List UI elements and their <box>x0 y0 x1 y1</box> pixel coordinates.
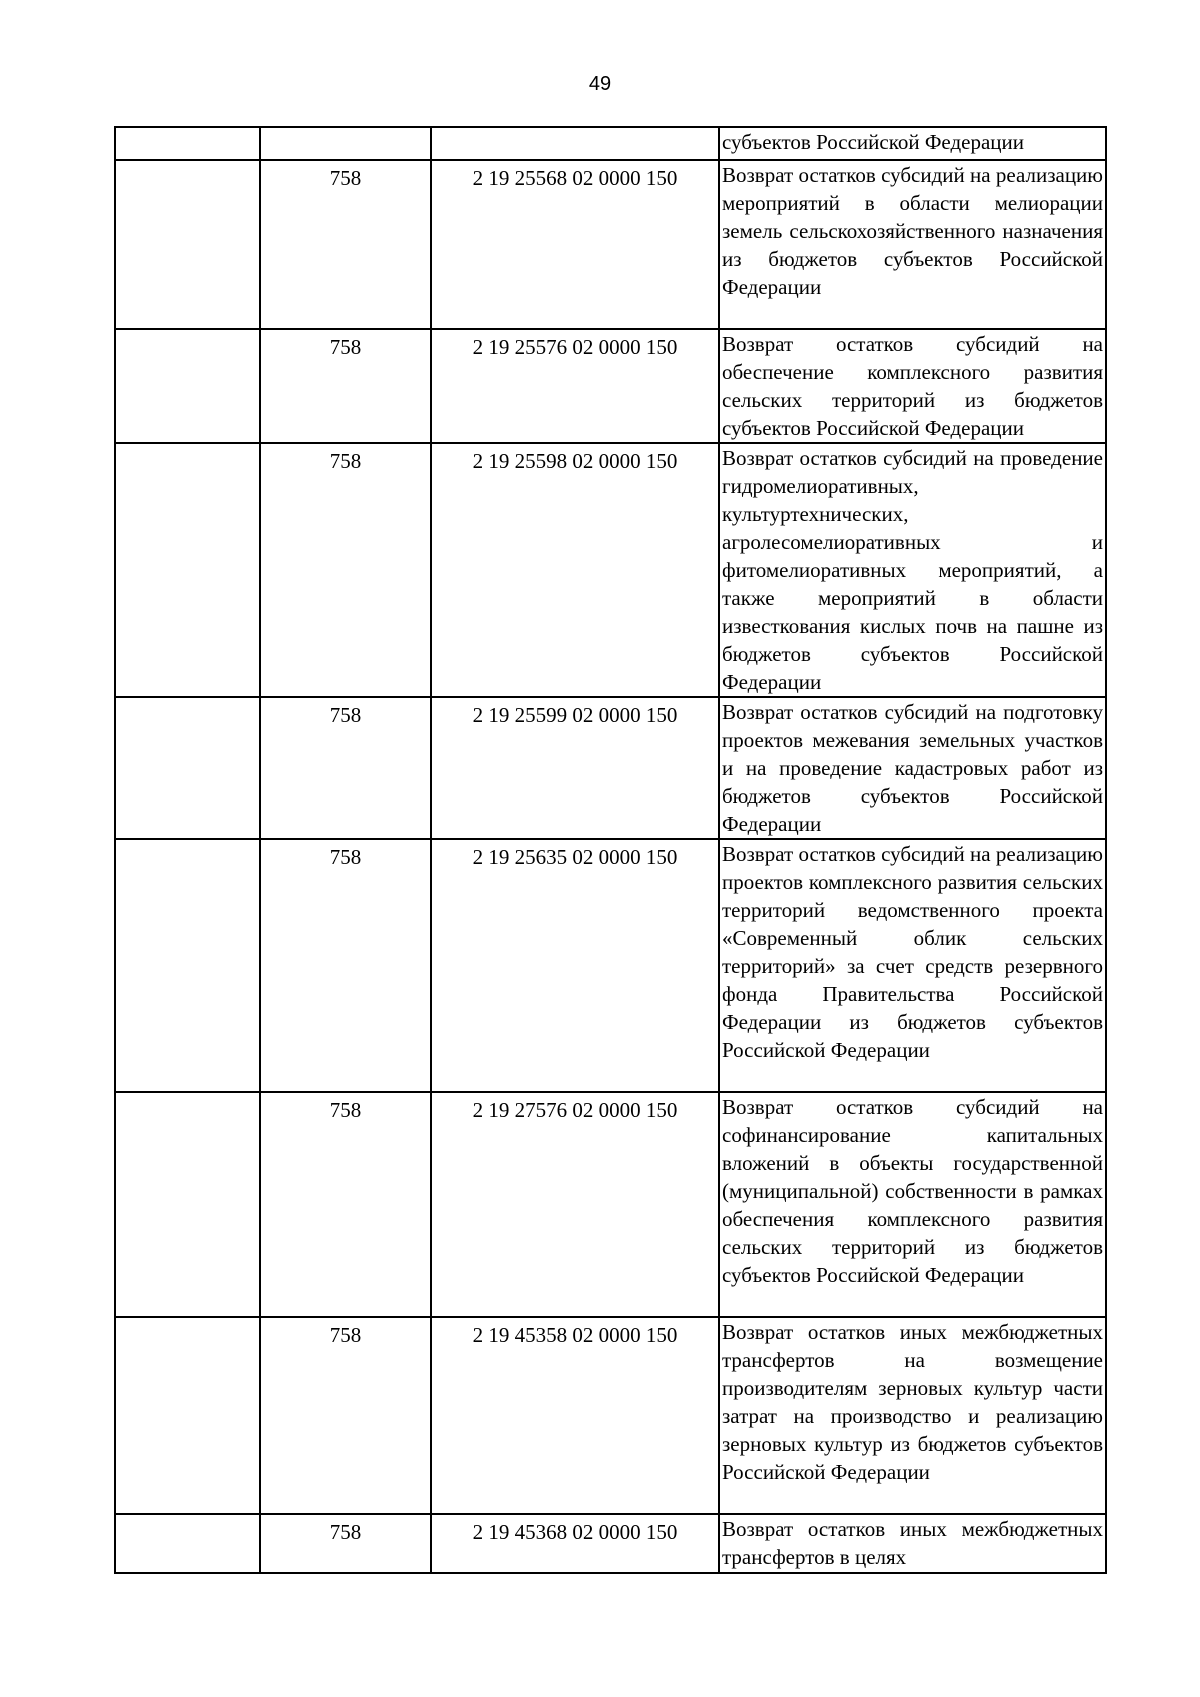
budget-codes-table <box>114 126 1107 1574</box>
empty-cell <box>115 697 260 839</box>
description-cell: субъектов Российской Федерации <box>719 127 1106 160</box>
table-row <box>115 329 1106 443</box>
table-row <box>115 443 1106 697</box>
budget-code-cell: 2 19 25598 02 0000 150 <box>431 443 719 697</box>
admin-code-cell: 758 <box>260 160 431 329</box>
description-cell: Возврат остатков субсидий на подготовку проектов межевания земельных участков и на проведение кадастровых работ из бюджетов субъектов Российской Федерации <box>719 697 1106 839</box>
budget-code-cell: 2 19 25635 02 0000 150 <box>431 839 719 1092</box>
budget-code-cell: 2 19 25576 02 0000 150 <box>431 329 719 443</box>
admin-code-cell: 758 <box>260 1317 431 1514</box>
budget-code-cell: 2 19 27576 02 0000 150 <box>431 1092 719 1317</box>
table-row <box>115 127 1106 160</box>
budget-code-cell <box>431 127 719 160</box>
admin-code-cell: 758 <box>260 697 431 839</box>
budget-code-cell: 2 19 25568 02 0000 150 <box>431 160 719 329</box>
description-cell: Возврат остатков субсидий на реализацию мероприятий в области мелиорации земель сельскохозяйственного назначения из бюджетов субъектов Российской Федерации <box>719 160 1106 329</box>
description-cell: Возврат остатков субсидий на софинансирование капитальных вложений в объекты государственной (муниципальной) собственности в рамках обеспечения комплексного развития сельских территорий из бюджетов субъектов Российской Федерации <box>719 1092 1106 1317</box>
empty-cell <box>115 329 260 443</box>
description-cell: Возврат остатков иных межбюджетных трансфертов на возмещение производителям зерновых культур части затрат на производство и реализацию зерновых культур из бюджетов субъектов Российской Федерации <box>719 1317 1106 1514</box>
admin-code-cell: 758 <box>260 1092 431 1317</box>
table-row <box>115 160 1106 329</box>
admin-code-cell: 758 <box>260 443 431 697</box>
empty-cell <box>115 1317 260 1514</box>
budget-code-cell: 2 19 45358 02 0000 150 <box>431 1317 719 1514</box>
admin-code-cell: 758 <box>260 329 431 443</box>
page-number: 49 <box>588 73 612 95</box>
description-cell: Возврат остатков субсидий на обеспечение комплексного развития сельских территорий из бюджетов субъектов Российской Федерации <box>719 329 1106 443</box>
description-cell: Возврат остатков субсидий на проведение гидромелиоративных, культуртехнических, агролесомелиоративных и фитомелиоративных мероприятий, а также мероприятий в области известкования кислых почв на пашне из бюджетов субъектов Российской Федерации <box>719 443 1106 697</box>
admin-code-cell: 758 <box>260 839 431 1092</box>
description-cell: Возврат остатков субсидий на реализацию проектов комплексного развития сельских территорий ведомственного проекта «Современный облик сельских территорий» за счет средств резервного фонда Правительства Российской Федерации из бюджетов субъектов Российской Федерации <box>719 839 1106 1092</box>
budget-code-cell: 2 19 25599 02 0000 150 <box>431 697 719 839</box>
admin-code-cell: 758 <box>260 1514 431 1573</box>
empty-cell <box>115 839 260 1092</box>
empty-cell <box>115 443 260 697</box>
budget-code-cell: 2 19 45368 02 0000 150 <box>431 1514 719 1573</box>
table-row <box>115 1514 1106 1573</box>
empty-cell <box>115 160 260 329</box>
table-row <box>115 1092 1106 1317</box>
description-cell: Возврат остатков иных межбюджетных трансфертов в целях <box>719 1514 1106 1573</box>
table-row <box>115 839 1106 1092</box>
admin-code-cell <box>260 127 431 160</box>
empty-cell <box>115 1092 260 1317</box>
table-row <box>115 697 1106 839</box>
empty-cell <box>115 1514 260 1573</box>
table-row <box>115 1317 1106 1514</box>
empty-cell <box>115 127 260 160</box>
